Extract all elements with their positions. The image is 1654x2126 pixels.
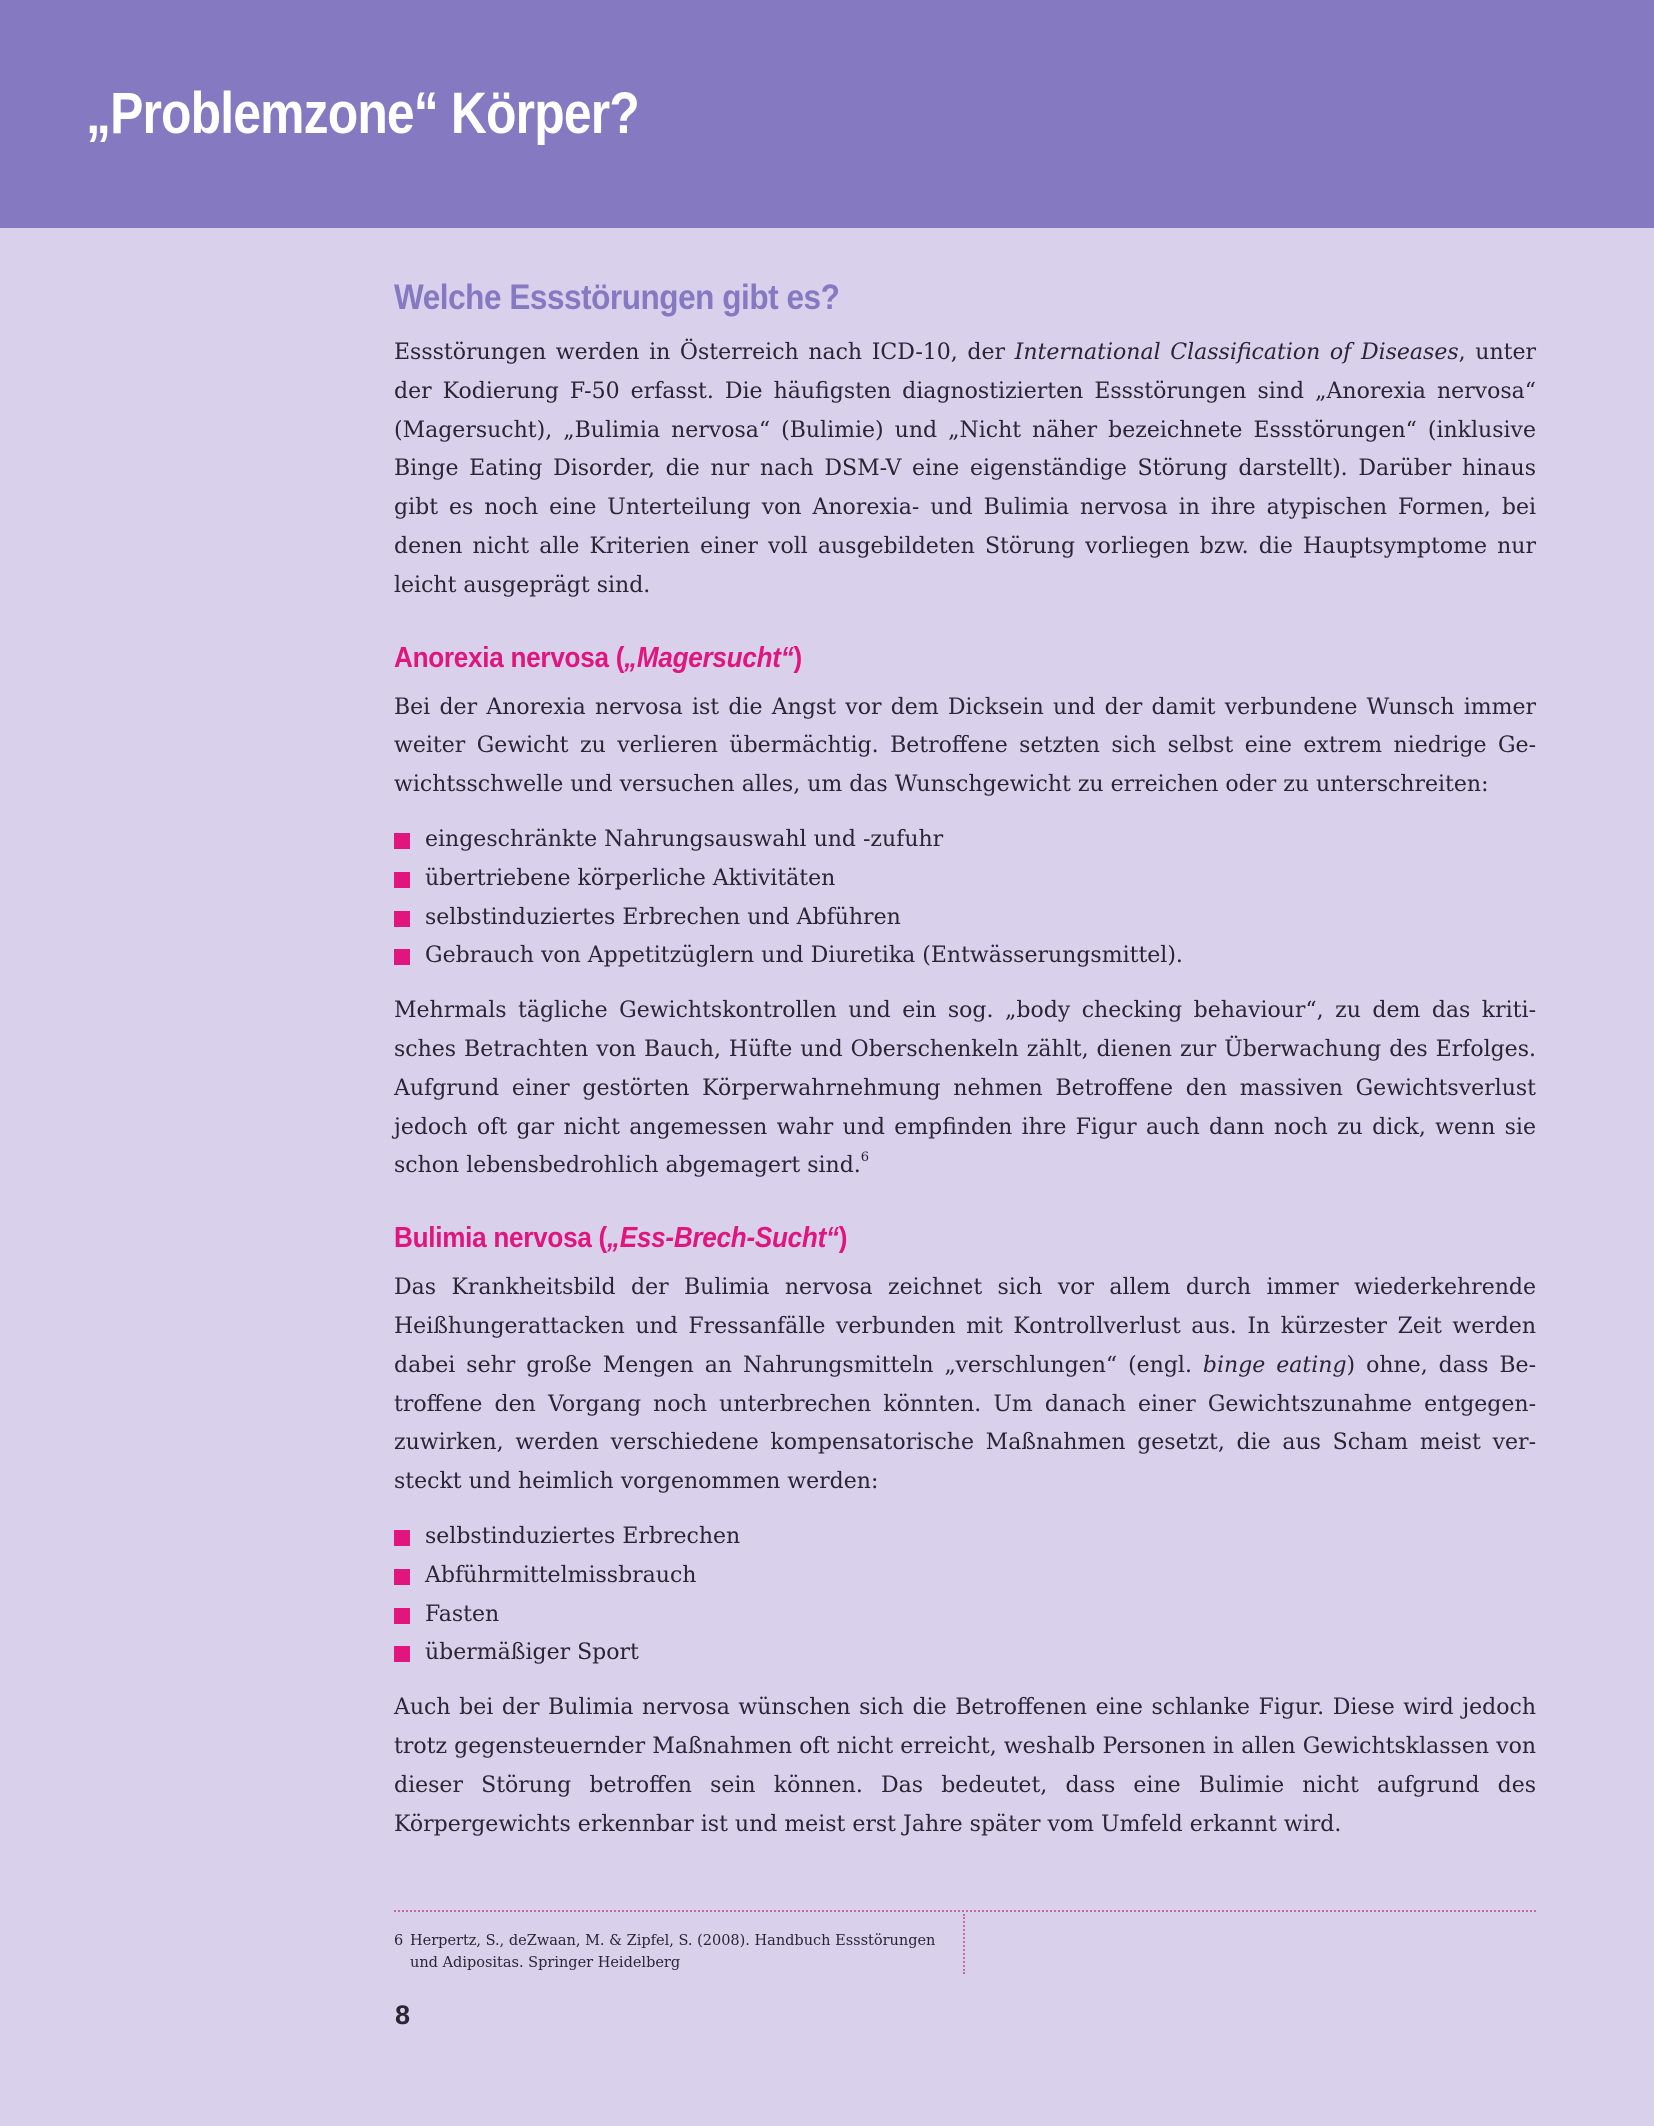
page-title: „Problemzone“ Körper?: [86, 81, 639, 146]
footnote-number: 6: [394, 1933, 404, 1949]
square-bullet-icon: [394, 1646, 410, 1662]
list-item: übertriebene körperliche Aktivitäten: [394, 860, 1536, 899]
footnote-reference: 6: [860, 1150, 870, 1166]
anorexia-heading: Anorexia nervosa („Magersucht“): [394, 641, 802, 674]
list-item: Gebrauch von Appetitzüglern und Diuretika (Entwässerungsmittel).: [394, 937, 1536, 976]
footnote-line-1: Herpertz, S., deZwaan, M. & Zipfel, S. (2008). Handbuch Essstörungen: [410, 1933, 936, 1949]
list-item: selbstinduziertes Erbrechen und Abführen: [394, 899, 1536, 938]
anorexia-outro: Mehrmals tägliche Gewichtskontrollen und ein sog. „body checking behaviour“, zu dem das kritisches Betrachten von Bauch, Hüfte und Oberschenkeln zählt, dienen zur Überwachung des Erfolges. Aufgrund einer gestörten Körperwahrnehmung nehmen Betroffene den massiven Gewichtsverlust jedoch oft gar nicht angemessen wahr und empfinden ihre Figur auch dann noch zu dick, wenn sie schon lebensbedrohlich abgemagert sind.$^6$: [394, 998, 1536, 1179]
bulimia-heading: Bulimia nervosa („Ess-Brech-Sucht“): [394, 1222, 848, 1255]
square-bullet-icon: [394, 872, 410, 888]
icd-name: International Classification of Diseases: [1014, 340, 1459, 365]
anorexia-intro: Bei der Anorexia nervosa ist die Angst vor dem Dicksein und der damit verbundene Wunsch immer weiter Gewicht zu verlieren übermächtig. Betroffene setzten sich selbst eine extrem niedrige Gewichtsschwelle und versuchen alles, um das Wunschgewicht zu erreichen oder zu unterschreiten:: [394, 694, 1536, 798]
bulimia-measure-list: [394, 1518, 1536, 1673]
list-item: selbstinduziertes Erbrechen: [394, 1518, 1536, 1557]
list-item: übermäßiger Sport: [394, 1634, 1536, 1673]
square-bullet-icon: [394, 833, 410, 849]
square-bullet-icon: [394, 1530, 410, 1546]
header-banner: [0, 0, 1654, 228]
intro-paragraph: Essstörungen werden in Österreich nach ICD-10, der International Classification of Diseases, unter der Kodierung F-50 erfasst. Die häufigsten diagnostizierten Essstörungen sind „Anorexia nervosa“ (Magersucht), „Bulimia nervosa“ (Bulimie) und „Nicht näher bezeichnete Essstörungen“ (inklusive Binge Eating Disorder, die nur nach DSM-V eine eigenständige Störung darstellt). Darüber hinaus gibt es noch eine Unterteilung von Anorexia- und Bulimia nervosa in ihre atypischen Formen, bei denen nicht alle Kriterien einer voll ausgebildeten Störung vorliegen bzw. die Hauptsymptome nur leicht ausgeprägt sind.: [394, 340, 1537, 598]
list-item: eingeschränkte Nahrungsauswahl und -zufuhr: [394, 821, 1536, 860]
square-bullet-icon: [394, 949, 410, 965]
square-bullet-icon: [394, 911, 410, 927]
bulimia-intro: Das Krankheitsbild der Bulimia nervosa zeichnet sich vor allem durch immer wiederkehrende Heißhungerattacken und Fressanfälle verbunden mit Kontrollverlust aus. In kürzester Zeit werden dabei sehr große Mengen an Nahrungsmitteln „verschlungen“ (engl. binge eating) ohne, dass Betroffene den Vorgang noch unterbrechen könnten. Um danach einer Gewichtszunahme entgegenzuwirken, werden verschiedene kompensatorische Maßnahmen gesetzt, die aus Scham meist versteckt und heimlich vorgenommen werden:: [394, 1275, 1536, 1495]
list-item: Fasten: [394, 1596, 1536, 1635]
list-item: Abführmittelmissbrauch: [394, 1557, 1536, 1596]
footnote-area: [394, 1910, 1536, 1971]
anorexia-symptom-list: [394, 821, 1536, 976]
footnote-divider: [963, 1914, 965, 1974]
footnote: [394, 1930, 954, 1974]
square-bullet-icon: [394, 1569, 410, 1585]
section-heading: Welche Essstörungen gibt es?: [394, 278, 840, 317]
main-content: [394, 270, 1536, 1844]
page-number: 8: [395, 2000, 411, 2030]
footnote-line-2: und Adipositas. Springer Heidelberg: [410, 1955, 681, 1971]
bulimia-outro: Auch bei der Bulimia nervosa wünschen sich die Betroffenen eine schlanke Figur. Diese wird jedoch trotz gegensteuernder Maßnahmen oft nicht erreicht, weshalb Personen in allen Gewichtsklassen von dieser Störung betroffen sein können. Das bedeutet, dass eine Bulimie nicht aufgrund des Körpergewichts erkennbar ist und meist erst Jahre später vom Umfeld erkannt wird.: [394, 1695, 1536, 1837]
square-bullet-icon: [394, 1608, 410, 1624]
